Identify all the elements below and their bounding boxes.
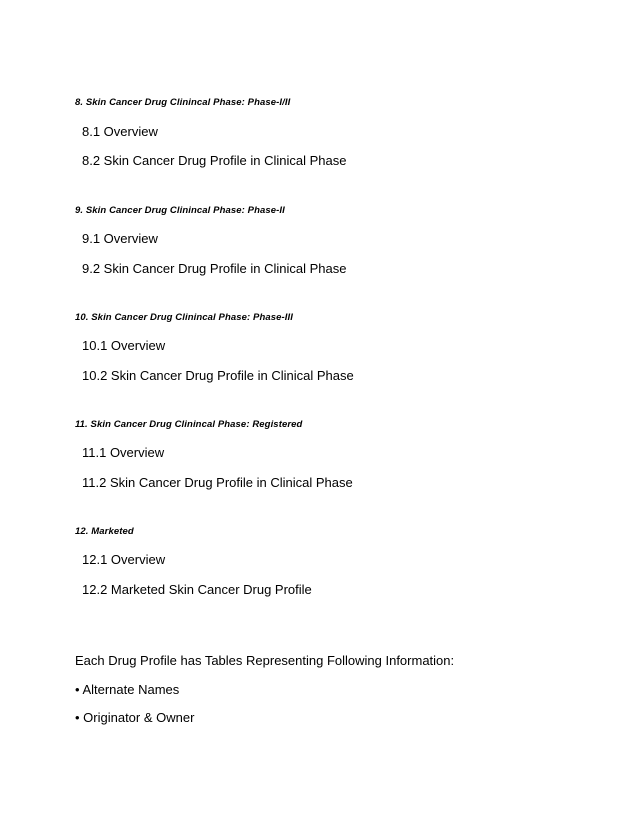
toc-item-8-1: 8.1 Overview: [82, 124, 158, 139]
toc-item-9-2: 9.2 Skin Cancer Drug Profile in Clinical Phase: [82, 261, 347, 276]
bullet-originator-owner: • Originator & Owner: [75, 710, 195, 725]
toc-item-11-1: 11.1 Overview: [82, 445, 165, 460]
toc-item-12-1: 12.1 Overview: [82, 552, 166, 567]
toc-item-11-2: 11.2 Skin Cancer Drug Profile in Clinical Phase: [82, 475, 353, 490]
drug-profile-intro: Each Drug Profile has Tables Representing Following Information:: [75, 653, 455, 668]
bullet-alternate-names: • Alternate Names: [75, 682, 180, 697]
toc-item-12-2: 12.2 Marketed Skin Cancer Drug Profile: [82, 582, 312, 597]
toc-item-10-2: 10.2 Skin Cancer Drug Profile in Clinical Phase: [82, 368, 354, 383]
section-heading-11: 11. Skin Cancer Drug Clinincal Phase: Registered: [75, 419, 303, 430]
section-heading-9: 9. Skin Cancer Drug Clinincal Phase: Phase-II: [75, 205, 285, 216]
toc-item-8-2: 8.2 Skin Cancer Drug Profile in Clinical Phase: [82, 153, 347, 168]
toc-item-9-1: 9.1 Overview: [82, 231, 158, 246]
toc-item-10-1: 10.1 Overview: [82, 338, 166, 353]
section-heading-8: 8. Skin Cancer Drug Clinincal Phase: Phase-I/II: [75, 97, 291, 108]
section-heading-12: 12. Marketed: [75, 526, 134, 537]
section-heading-10: 10. Skin Cancer Drug Clinincal Phase: Phase-III: [75, 312, 293, 323]
